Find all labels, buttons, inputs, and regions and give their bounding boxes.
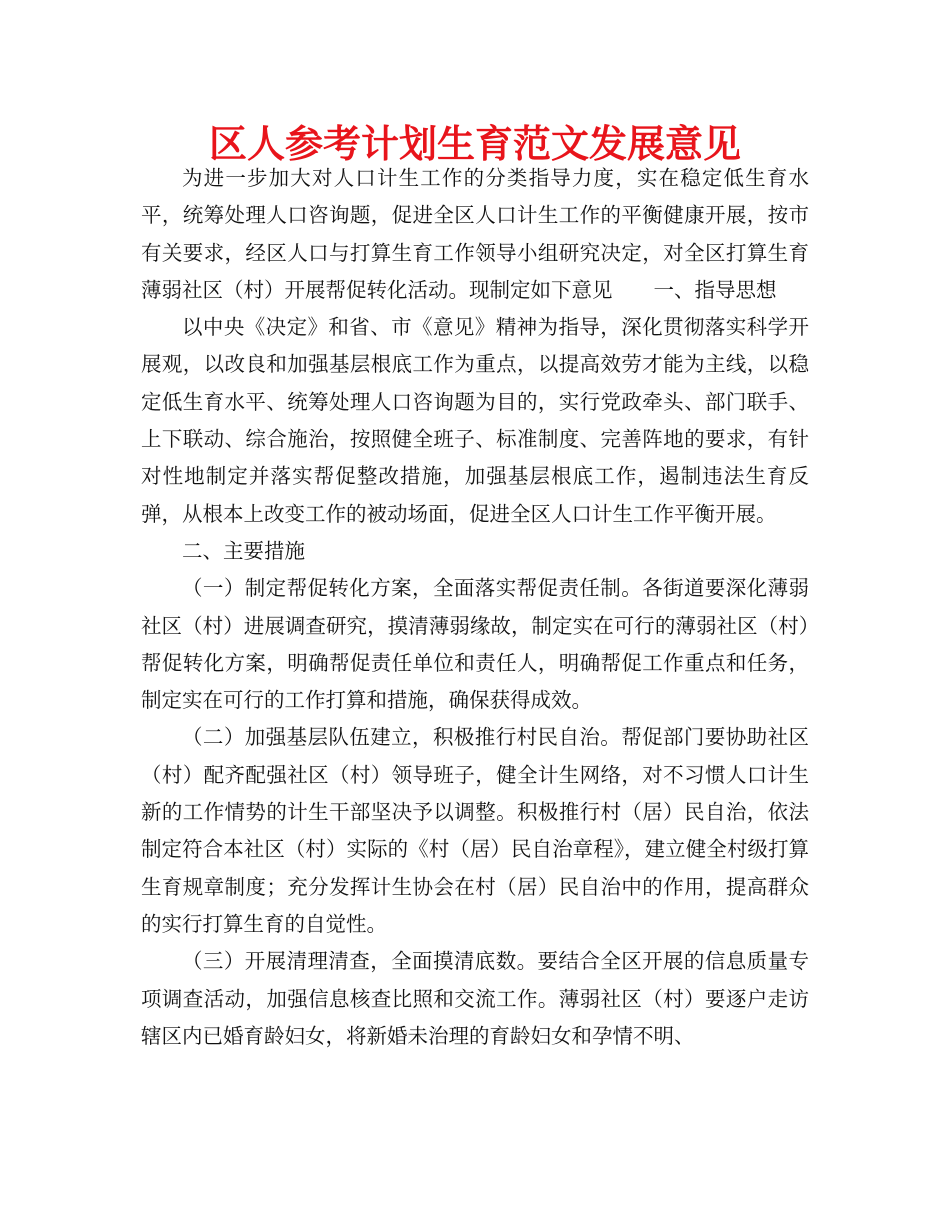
paragraph-measure-1: （一）制定帮促转化方案，全面落实帮促责任制。各街道要深化薄弱社区（村）进展调查研究，摸清薄弱缘故，制定实在可行的薄弱社区（村）帮促转化方案，明确帮促责任单位和责任人，明确帮促工作重点和任务，制定实在可行的工作打算和措施，确保获得成效。 bbox=[141, 576, 809, 713]
paragraph-measure-2: （二）加强基层队伍建立，积极推行村民自治。帮促部门要协助社区（村）配齐配强社区（村）领导班子，健全计生网络，对不习惯人口计生新的工作情势的计生干部坚决予以调整。积极推行村（居）民自治，依法制定符合本社区（村）实际的《村（居）民自治章程》，建立健全村级打算生育规章制度；充分发挥计生协会在村（居）民自治中的作用，提高群众的实行打算生育的自觉性。 bbox=[141, 725, 809, 936]
paragraph-measure-3: （三）开展清理清查，全面摸清底数。要结合全区开展的信息质量专项调查活动，加强信息核查比照和交流工作。薄弱社区（村）要逐户走访辖区内已婚育龄妇女，将新婚未治理的育龄妇女和孕情不明、 bbox=[141, 949, 809, 1048]
document-body bbox=[141, 160, 809, 1055]
paragraph-guiding-principles: 以中央《决定》和省、市《意见》精神为指导，深化贯彻落实科学开展观，以改良和加强基层根底工作为重点，以提高效劳才能为主线，以稳定低生育水平、统筹处理人口咨询题为目的，实行党政牵头、部门联手、上下联动、综合施治，按照健全班子、标准制度、完善阵地的要求，有针对性地制定并落实帮促整改措施，加强基层根底工作，遏制违法生育反弹，从根本上改变工作的被动场面，促进全区人口计生工作平衡开展。 bbox=[141, 315, 809, 526]
paragraph-intro: 为进一步加大对人口计生工作的分类指导力度，实在稳定低生育水平，统筹处理人口咨询题，促进全区人口计生工作的平衡健康开展，按市有关要求，经区人口与打算生育工作领导小组研究决定，对全区打算生育薄弱社区（村）开展帮促转化活动。现制定如下意见 一、指导思想 bbox=[141, 166, 809, 302]
document-title: 区人参考计划生育范文发展意见 bbox=[208, 122, 741, 166]
section-heading-main-measures: 二、主要措施 bbox=[182, 538, 305, 563]
